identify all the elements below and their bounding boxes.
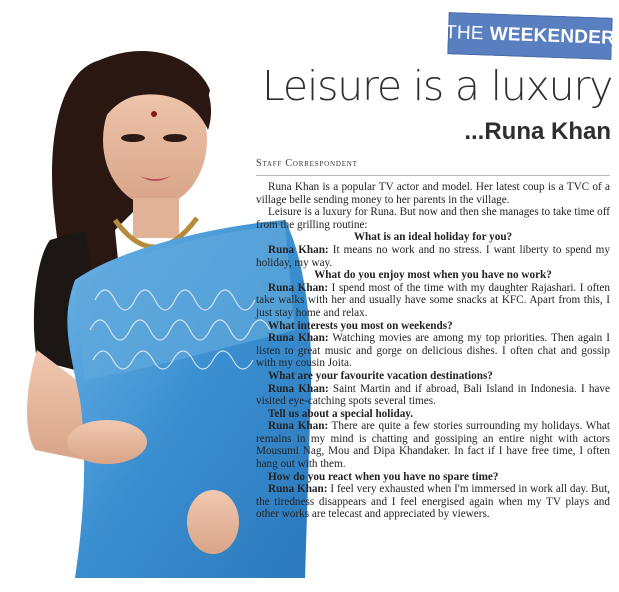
answer xyxy=(256,282,610,320)
headline: Leisure is a luxury xyxy=(262,62,613,110)
answer xyxy=(256,483,610,521)
section-badge-prefix: THE xyxy=(444,22,485,45)
answer-text: I feel very exhausted when I'm immersed in work all day. But, the tiredness disappears and I feel energised again when my TV plays and other works are telecast and appreciated by viewers. xyxy=(256,483,610,521)
question: What is an ideal holiday for you? xyxy=(353,231,513,244)
intro-paragraph: Runa Khan is a popular TV actor and model. Her latest coup is a TVC of a village belle sending money to her parents in the village. xyxy=(256,181,610,206)
answer xyxy=(256,332,610,370)
answer-text: I spend most of the time with my daughter Rajashari. I often take walks with her and usually have some snacks at KFC. Apart from this, I just stay home and relax. xyxy=(256,281,610,319)
question: What are your favourite vacation destinations? xyxy=(268,369,493,382)
answer-label: Runa Khan: xyxy=(268,332,329,345)
answer-label: Runa Khan: xyxy=(268,243,329,256)
correspondent-credit: Staff Correspondent xyxy=(256,158,358,169)
intro-paragraph: Leisure is a luxury for Runa. But now and then she manages to take time off from the grilling routine: xyxy=(256,206,610,231)
answer-text: It means no work and no stress. I want liberty to spend my holiday, my way. xyxy=(256,243,610,269)
answer-text: There are quite a few stories surrounding my holidays. What remains in my mind is chatting and gossiping an entire night with actors Mousumi Nag, Mou and Dipa Khandaker. In fact if I have free time, I often hang out with them. xyxy=(256,420,610,471)
section-badge xyxy=(444,12,616,60)
answer-text: Watching movies are among my top priorities. Then again I listen to great music and gorge on delicious dishes. I often chat and gossip with my cousin Joita. xyxy=(256,332,610,370)
question: How do you react when you have no spare time? xyxy=(268,470,499,483)
answer xyxy=(256,244,610,269)
answer-text: Saint Martin and if abroad, Bali Island in Indonesia. I have visited eye-catching spots several times. xyxy=(256,382,610,408)
question: What do you enjoy most when you have no work? xyxy=(314,269,552,282)
divider xyxy=(256,175,610,176)
answer xyxy=(256,420,610,470)
answer xyxy=(256,383,610,408)
byline: ...Runa Khan xyxy=(464,118,611,145)
section-badge-name: WEEKENDER xyxy=(489,23,616,49)
article-body xyxy=(256,181,610,521)
answer-label: Runa Khan: xyxy=(268,382,329,395)
answer-label: Runa Khan: xyxy=(268,483,328,496)
question: Tell us about a special holiday. xyxy=(268,407,414,420)
answer-label: Runa Khan: xyxy=(268,420,329,433)
answer-label: Runa Khan: xyxy=(268,281,329,294)
question: What interests you most on weekends? xyxy=(268,319,453,332)
